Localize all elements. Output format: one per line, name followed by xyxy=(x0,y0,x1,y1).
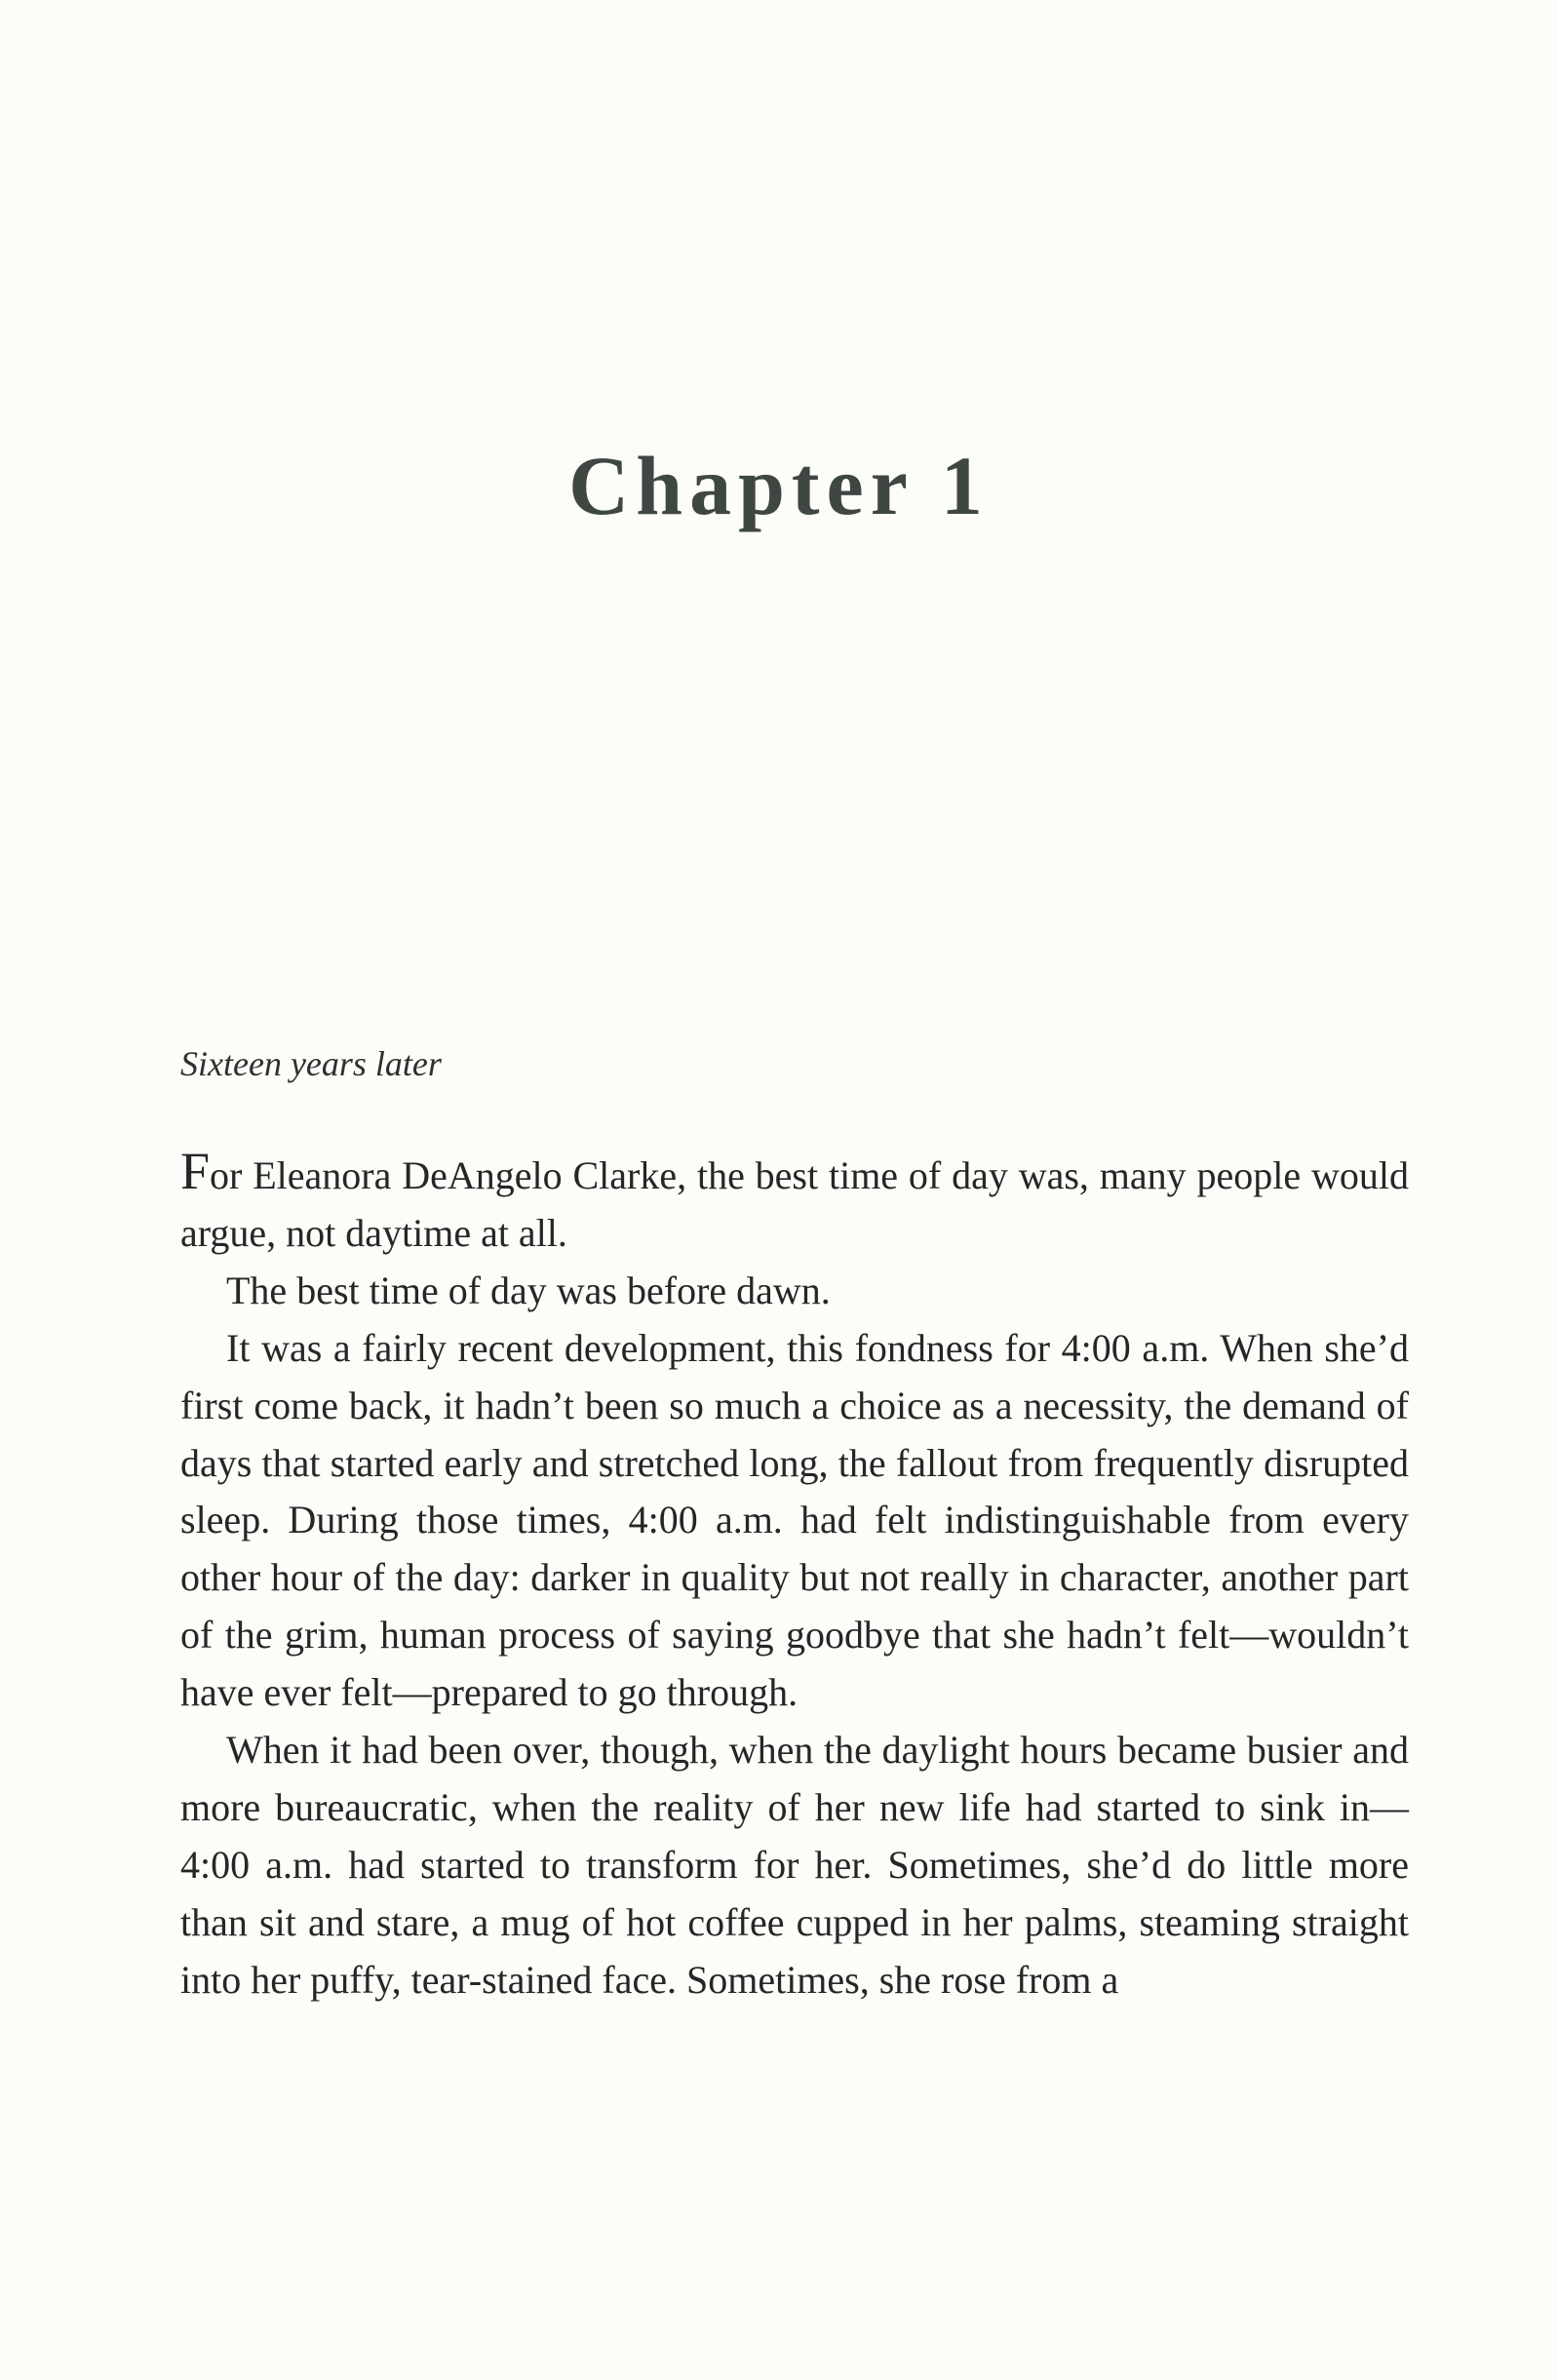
paragraph-opening xyxy=(180,1142,1409,1263)
body-text xyxy=(180,1142,1409,2009)
initial-letter: F xyxy=(180,1142,211,1200)
section-dateline: Sixteen years later xyxy=(180,1044,442,1083)
paragraph: The best time of day was before dawn. xyxy=(226,1268,831,1312)
paragraph: When it had been over, though, when the daylight hours became busier and more bureaucratic, when the reality of her new life had started to sink in—4:00 a.m. had started to transform for her. Sometimes, she’d do little more than sit and stare, a mug of hot coffee cupped in her palms, steaming straight into her puffy, tear-stained face. Sometimes, she rose from a xyxy=(180,1728,1409,2002)
chapter-title: Chapter 1 xyxy=(568,439,990,532)
paragraph-opening-text: or Eleanora DeAngelo Clarke, the best time of day was, many people would argue, not daytime at all. xyxy=(180,1153,1409,1255)
paragraph: It was a fairly recent development, this fondness for 4:00 a.m. When she’d first come back, it hadn’t been so much a choice as a necessity, the demand of days that started early and stretched long, the fallout from frequently disrupted sleep. During those times, 4:00 a.m. had felt indistinguishable from every other hour of the day: darker in quality but not really in character, another part of the grim, human process of saying goodbye that she hadn’t felt—wouldn’t have ever felt—prepared to go through. xyxy=(180,1325,1409,1715)
